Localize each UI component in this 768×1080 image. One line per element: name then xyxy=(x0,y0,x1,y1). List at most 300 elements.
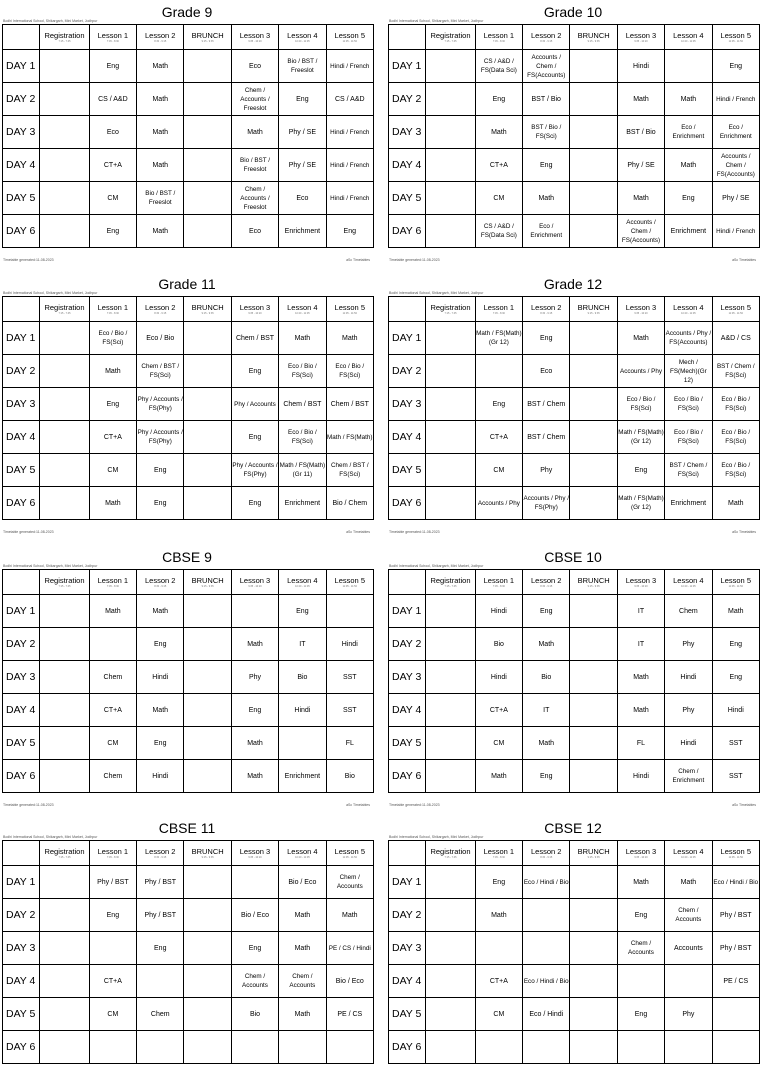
column-label: Lesson 1 xyxy=(97,31,129,40)
day-label: DAY 2 xyxy=(3,355,40,388)
day-label: DAY 1 xyxy=(389,50,426,83)
column-time: 8:30 - 9:15 xyxy=(154,856,167,859)
day-label: DAY 6 xyxy=(389,215,426,248)
table-row xyxy=(389,355,760,388)
day-label: DAY 3 xyxy=(3,116,40,149)
lesson-cell xyxy=(570,83,617,116)
lesson-cell: Eng xyxy=(617,998,664,1031)
lesson-cell: Eng xyxy=(712,50,759,83)
day-label: DAY 1 xyxy=(389,595,426,628)
column-header-lesson2 xyxy=(523,841,570,866)
lesson-cell xyxy=(523,899,570,932)
column-header-lesson3 xyxy=(231,25,278,50)
software-credit: aSc Timetables xyxy=(732,258,756,262)
lesson-cell: Eco / Bio / FS(Sci) xyxy=(617,388,664,421)
table-row xyxy=(389,998,760,1031)
lesson-cell: Math xyxy=(665,149,712,182)
lesson-cell xyxy=(184,50,231,83)
lesson-cell xyxy=(40,661,89,694)
lesson-cell: CM xyxy=(475,998,522,1031)
lesson-cell xyxy=(40,595,89,628)
table-row xyxy=(3,388,374,421)
column-time: 9:35 - 10:20 xyxy=(634,856,648,859)
lesson-cell xyxy=(570,116,617,149)
lesson-cell: CT+A xyxy=(89,149,136,182)
lesson-cell: Eng xyxy=(231,487,278,520)
lesson-cell: Math xyxy=(89,355,136,388)
lesson-cell: Math xyxy=(617,83,664,116)
lesson-cell: Hindi / French xyxy=(712,215,759,248)
lesson-cell: Eng xyxy=(279,83,326,116)
day-label: DAY 5 xyxy=(389,182,426,215)
lesson-cell: Eng xyxy=(89,899,136,932)
lesson-cell xyxy=(570,1031,617,1064)
lesson-cell: Math xyxy=(475,760,522,793)
school-line: Bodhi International School, Shikargarh, Mini Market, Jodhpur xyxy=(389,291,484,295)
table-row xyxy=(3,116,374,149)
lesson-cell: Hindi / French xyxy=(712,83,759,116)
column-header-lesson5 xyxy=(712,25,759,50)
timetable-panel xyxy=(386,0,760,264)
lesson-cell: Math xyxy=(137,83,184,116)
column-time: 10:20 - 11:05 xyxy=(295,312,310,315)
column-time: 9:15 - 9:35 xyxy=(201,312,214,315)
lesson-cell: Hindi xyxy=(137,760,184,793)
lesson-cell: Chem xyxy=(665,595,712,628)
lesson-cell: Bio xyxy=(523,661,570,694)
lesson-cell xyxy=(617,965,664,998)
lesson-cell: Hindi xyxy=(475,595,522,628)
lesson-cell: Math xyxy=(137,50,184,83)
lesson-cell: Chem / Accounts xyxy=(279,965,326,998)
lesson-cell: Hindi / French xyxy=(326,116,373,149)
column-label: Lesson 5 xyxy=(334,303,365,312)
table-row xyxy=(3,595,374,628)
lesson-cell xyxy=(426,388,475,421)
lesson-cell: BST / Chem / FS(Sci) xyxy=(712,355,759,388)
table-row xyxy=(3,83,374,116)
lesson-cell xyxy=(426,182,475,215)
column-header-lesson3 xyxy=(231,841,278,866)
lesson-cell: CT+A xyxy=(475,421,522,454)
lesson-cell: Eco / Bio xyxy=(137,322,184,355)
day-label: DAY 4 xyxy=(3,149,40,182)
lesson-cell: CM xyxy=(475,727,522,760)
column-time: 7:15 - 7:45 xyxy=(444,312,457,315)
panel-title: CBSE 11 xyxy=(158,820,216,836)
panel-title: Grade 9 xyxy=(161,4,213,20)
generated-note: Timetable generated:11-08-2023 xyxy=(3,258,54,262)
timetable-grid xyxy=(2,296,374,520)
day-label: DAY 5 xyxy=(3,727,40,760)
lesson-cell xyxy=(475,355,522,388)
panel-title: Grade 10 xyxy=(543,4,603,20)
column-label: Lesson 3 xyxy=(239,31,271,40)
column-label: Lesson 2 xyxy=(145,576,176,585)
lesson-cell: Math / FS(Math)(Gr 12) xyxy=(617,421,664,454)
corner-cell xyxy=(389,25,426,50)
lesson-cell xyxy=(570,182,617,215)
lesson-cell xyxy=(184,628,231,661)
table-row xyxy=(3,50,374,83)
column-label: Lesson 2 xyxy=(145,847,176,856)
column-label: Lesson 1 xyxy=(483,576,515,585)
table-row xyxy=(3,149,374,182)
table-row xyxy=(389,661,760,694)
column-label: Registration xyxy=(44,31,85,40)
table-row xyxy=(3,965,374,998)
column-time: 11:05 - 11:50 xyxy=(728,40,743,43)
lesson-cell: Math xyxy=(712,487,759,520)
column-header-lesson5 xyxy=(712,297,759,322)
day-label: DAY 1 xyxy=(389,866,426,899)
lesson-cell: Hindi xyxy=(712,694,759,727)
lesson-cell xyxy=(231,1031,278,1064)
lesson-cell xyxy=(40,628,89,661)
lesson-cell: Phy / Accounts / FS(Phy) xyxy=(231,454,278,487)
table-row xyxy=(3,760,374,793)
column-time: 9:35 - 10:20 xyxy=(248,40,262,43)
table-row xyxy=(389,1031,760,1064)
day-label: DAY 6 xyxy=(3,215,40,248)
lesson-cell xyxy=(184,388,231,421)
lesson-cell xyxy=(570,727,617,760)
lesson-cell: Bio / BST / Freeslot xyxy=(279,50,326,83)
lesson-cell: IT xyxy=(617,628,664,661)
corner-cell xyxy=(3,297,40,322)
lesson-cell xyxy=(89,628,136,661)
lesson-cell: Eco / Bio / FS(Sci) xyxy=(279,421,326,454)
lesson-cell: Eco / Enrichment xyxy=(523,215,570,248)
lesson-cell xyxy=(426,899,475,932)
table-row xyxy=(3,355,374,388)
column-time: 11:05 - 11:50 xyxy=(728,585,743,588)
lesson-cell: Math xyxy=(279,322,326,355)
column-time: 7:45 - 8:30 xyxy=(106,585,119,588)
lesson-cell: Bio / Eco xyxy=(326,965,373,998)
column-time: 7:15 - 7:45 xyxy=(58,585,71,588)
lesson-cell: Eco xyxy=(231,215,278,248)
column-time: 7:15 - 7:45 xyxy=(444,585,457,588)
column-header-lesson5 xyxy=(326,297,373,322)
column-header-brunch xyxy=(184,25,231,50)
lesson-cell xyxy=(184,322,231,355)
lesson-cell xyxy=(570,595,617,628)
lesson-cell: Math xyxy=(279,998,326,1031)
day-label: DAY 2 xyxy=(389,355,426,388)
lesson-cell xyxy=(279,1031,326,1064)
generated-note: Timetable generated:11-08-2023 xyxy=(389,803,440,807)
column-time: 7:45 - 8:30 xyxy=(106,40,119,43)
lesson-cell xyxy=(570,149,617,182)
lesson-cell xyxy=(326,595,373,628)
panel-title: Grade 11 xyxy=(158,276,216,292)
day-label: DAY 5 xyxy=(3,182,40,215)
column-label: Lesson 3 xyxy=(239,576,271,585)
column-label: Lesson 3 xyxy=(625,576,657,585)
column-time: 9:35 - 10:20 xyxy=(248,585,262,588)
lesson-cell: Math xyxy=(665,866,712,899)
column-label: Lesson 4 xyxy=(673,303,704,312)
lesson-cell xyxy=(570,694,617,727)
day-label: DAY 2 xyxy=(3,83,40,116)
lesson-cell: BST / Chem / FS(Sci) xyxy=(665,454,712,487)
column-header-lesson3 xyxy=(617,841,664,866)
table-row xyxy=(389,116,760,149)
lesson-cell xyxy=(570,628,617,661)
column-header-lesson2 xyxy=(523,25,570,50)
lesson-cell: Math xyxy=(279,899,326,932)
day-label: DAY 3 xyxy=(3,661,40,694)
column-time: 9:35 - 10:20 xyxy=(248,856,262,859)
lesson-cell: Eng xyxy=(89,50,136,83)
table-row xyxy=(3,487,374,520)
lesson-cell: CS / A&D xyxy=(326,83,373,116)
table-row xyxy=(389,965,760,998)
lesson-cell: Hindi xyxy=(475,661,522,694)
day-label: DAY 5 xyxy=(389,998,426,1031)
lesson-cell xyxy=(426,355,475,388)
lesson-cell xyxy=(570,760,617,793)
column-header-lesson3 xyxy=(231,570,278,595)
corner-cell xyxy=(389,297,426,322)
lesson-cell: Math xyxy=(89,595,136,628)
column-time: 7:45 - 8:30 xyxy=(492,856,505,859)
lesson-cell: Eng xyxy=(712,661,759,694)
corner-cell xyxy=(3,841,40,866)
lesson-cell xyxy=(426,595,475,628)
day-label: DAY 2 xyxy=(389,628,426,661)
day-label: DAY 6 xyxy=(3,760,40,793)
column-header-lesson3 xyxy=(617,25,664,50)
table-row xyxy=(3,215,374,248)
column-label: Registration xyxy=(44,576,85,585)
lesson-cell xyxy=(40,965,89,998)
column-header-brunch xyxy=(570,841,617,866)
timetable-panel xyxy=(0,545,374,809)
lesson-cell: Math xyxy=(475,899,522,932)
table-row xyxy=(3,421,374,454)
lesson-cell xyxy=(426,628,475,661)
lesson-cell xyxy=(570,661,617,694)
lesson-cell: Bio xyxy=(279,661,326,694)
lesson-cell: PE / CS / Hindi xyxy=(326,932,373,965)
lesson-cell xyxy=(40,83,89,116)
lesson-cell: Bio / Eco xyxy=(279,866,326,899)
lesson-cell xyxy=(570,388,617,421)
lesson-cell: BST / Bio xyxy=(523,83,570,116)
lesson-cell xyxy=(712,998,759,1031)
lesson-cell: Math xyxy=(617,661,664,694)
column-time: 11:05 - 11:50 xyxy=(342,856,357,859)
column-time: 7:45 - 8:30 xyxy=(492,40,505,43)
lesson-cell xyxy=(184,727,231,760)
lesson-cell: Accounts / Phy xyxy=(475,487,522,520)
column-header-brunch xyxy=(184,297,231,322)
lesson-cell xyxy=(184,355,231,388)
lesson-cell: Phy / Accounts xyxy=(231,388,278,421)
column-time: 10:20 - 11:05 xyxy=(681,856,696,859)
lesson-cell: Chem / BST / FS(Sci) xyxy=(137,355,184,388)
lesson-cell: PE / CS xyxy=(326,998,373,1031)
lesson-cell: Math xyxy=(326,322,373,355)
column-header-lesson2 xyxy=(137,841,184,866)
day-label: DAY 4 xyxy=(3,694,40,727)
column-label: Lesson 3 xyxy=(625,847,657,856)
lesson-cell xyxy=(326,1031,373,1064)
day-label: DAY 4 xyxy=(3,965,40,998)
column-header-registration xyxy=(426,297,475,322)
lesson-cell xyxy=(184,1031,231,1064)
day-label: DAY 6 xyxy=(389,760,426,793)
timetable-panel xyxy=(0,816,374,1080)
column-time: 10:20 - 11:05 xyxy=(295,585,310,588)
lesson-cell: Chem / BST xyxy=(279,388,326,421)
lesson-cell: Hindi xyxy=(137,661,184,694)
lesson-cell: Phy / BST xyxy=(137,899,184,932)
lesson-cell: Phy / BST xyxy=(89,866,136,899)
generated-note: Timetable generated:11-08-2023 xyxy=(3,530,54,534)
lesson-cell: Math xyxy=(231,760,278,793)
lesson-cell: Enrichment xyxy=(665,487,712,520)
lesson-cell: Math xyxy=(137,215,184,248)
column-header-lesson1 xyxy=(475,297,522,322)
lesson-cell xyxy=(184,866,231,899)
lesson-cell: Math / FS(Math)(Gr 12) xyxy=(617,487,664,520)
table-row xyxy=(389,322,760,355)
column-label: Lesson 2 xyxy=(531,303,562,312)
day-label: DAY 4 xyxy=(3,421,40,454)
school-line: Bodhi International School, Shikargarh, Mini Market, Jodhpur xyxy=(389,835,484,839)
lesson-cell xyxy=(137,965,184,998)
lesson-cell xyxy=(184,965,231,998)
lesson-cell: Math xyxy=(523,727,570,760)
lesson-cell: Eng xyxy=(89,388,136,421)
table-row xyxy=(389,50,760,83)
lesson-cell: Chem xyxy=(137,998,184,1031)
lesson-cell: CT+A xyxy=(89,694,136,727)
panel-title: CBSE 9 xyxy=(162,549,212,565)
column-time: 10:20 - 11:05 xyxy=(295,856,310,859)
lesson-cell: Eng xyxy=(231,932,278,965)
column-header-brunch xyxy=(570,297,617,322)
lesson-cell: Math xyxy=(137,149,184,182)
column-time: 11:05 - 11:50 xyxy=(342,312,357,315)
lesson-cell: Math / FS(Math) xyxy=(326,421,373,454)
column-header-brunch xyxy=(184,570,231,595)
header-row xyxy=(389,297,760,322)
panel-title: Grade 12 xyxy=(543,276,603,292)
lesson-cell xyxy=(570,50,617,83)
column-time: 10:20 - 11:05 xyxy=(681,585,696,588)
column-time: 7:45 - 8:30 xyxy=(492,312,505,315)
lesson-cell: Chem / BST / FS(Sci) xyxy=(326,454,373,487)
lesson-cell: Eco xyxy=(89,116,136,149)
lesson-cell: Math xyxy=(231,628,278,661)
lesson-cell: Chem / BST xyxy=(326,388,373,421)
corner-cell xyxy=(3,570,40,595)
school-line: Bodhi International School, Shikargarh, Mini Market, Jodhpur xyxy=(3,291,98,295)
lesson-cell xyxy=(426,149,475,182)
table-row xyxy=(3,899,374,932)
day-label: DAY 3 xyxy=(3,932,40,965)
column-time: 8:30 - 9:15 xyxy=(154,585,167,588)
lesson-cell xyxy=(184,595,231,628)
column-label: Lesson 3 xyxy=(625,31,657,40)
lesson-cell: CS / A&D xyxy=(89,83,136,116)
column-label: Lesson 5 xyxy=(334,576,365,585)
column-label: BRUNCH xyxy=(577,303,610,312)
column-header-lesson2 xyxy=(523,570,570,595)
lesson-cell xyxy=(665,50,712,83)
lesson-cell: Enrichment xyxy=(279,760,326,793)
day-label: DAY 5 xyxy=(389,454,426,487)
day-label: DAY 6 xyxy=(3,1031,40,1064)
lesson-cell xyxy=(40,182,89,215)
lesson-cell: Eco / Enrichment xyxy=(665,116,712,149)
day-label: DAY 1 xyxy=(3,322,40,355)
timetable-panel xyxy=(386,816,760,1080)
lesson-cell xyxy=(184,149,231,182)
lesson-cell: Chem / Accounts xyxy=(665,899,712,932)
lesson-cell xyxy=(184,661,231,694)
lesson-cell: Chem / Accounts xyxy=(326,866,373,899)
lesson-cell: Chem / BST xyxy=(231,322,278,355)
column-time: 7:15 - 7:45 xyxy=(444,856,457,859)
column-header-registration xyxy=(426,841,475,866)
column-label: Registration xyxy=(44,303,85,312)
lesson-cell xyxy=(89,932,136,965)
lesson-cell: Eco xyxy=(231,50,278,83)
lesson-cell: Eco xyxy=(523,355,570,388)
header-row xyxy=(389,25,760,50)
column-label: Lesson 1 xyxy=(483,31,515,40)
generated-note: Timetable generated:11-08-2023 xyxy=(389,530,440,534)
lesson-cell: SST xyxy=(712,760,759,793)
column-time: 7:15 - 7:45 xyxy=(444,40,457,43)
table-row xyxy=(389,694,760,727)
header-row xyxy=(389,841,760,866)
header-row xyxy=(3,841,374,866)
lesson-cell: CM xyxy=(89,727,136,760)
column-time: 9:15 - 9:35 xyxy=(201,856,214,859)
column-time: 9:35 - 10:20 xyxy=(634,40,648,43)
column-time: 9:15 - 9:35 xyxy=(587,856,600,859)
lesson-cell: Eco / Bio / FS(Sci) xyxy=(665,388,712,421)
column-header-lesson2 xyxy=(137,297,184,322)
lesson-cell: Phy xyxy=(665,998,712,1031)
column-time: 7:15 - 7:45 xyxy=(58,312,71,315)
column-label: Lesson 3 xyxy=(239,303,271,312)
day-label: DAY 2 xyxy=(3,899,40,932)
column-header-lesson3 xyxy=(617,297,664,322)
lesson-cell: Bio / Chem xyxy=(326,487,373,520)
column-label: Registration xyxy=(430,303,471,312)
lesson-cell: Math xyxy=(617,694,664,727)
lesson-cell xyxy=(184,694,231,727)
column-time: 8:30 - 9:15 xyxy=(540,312,553,315)
column-header-lesson4 xyxy=(279,841,326,866)
lesson-cell: Math xyxy=(231,727,278,760)
lesson-cell xyxy=(665,1031,712,1064)
lesson-cell xyxy=(570,866,617,899)
column-label: BRUNCH xyxy=(191,31,224,40)
lesson-cell xyxy=(40,149,89,182)
lesson-cell: Eng xyxy=(89,215,136,248)
lesson-cell: Chem xyxy=(89,760,136,793)
lesson-cell: Hindi xyxy=(665,727,712,760)
lesson-cell: Chem / Accounts xyxy=(617,932,664,965)
